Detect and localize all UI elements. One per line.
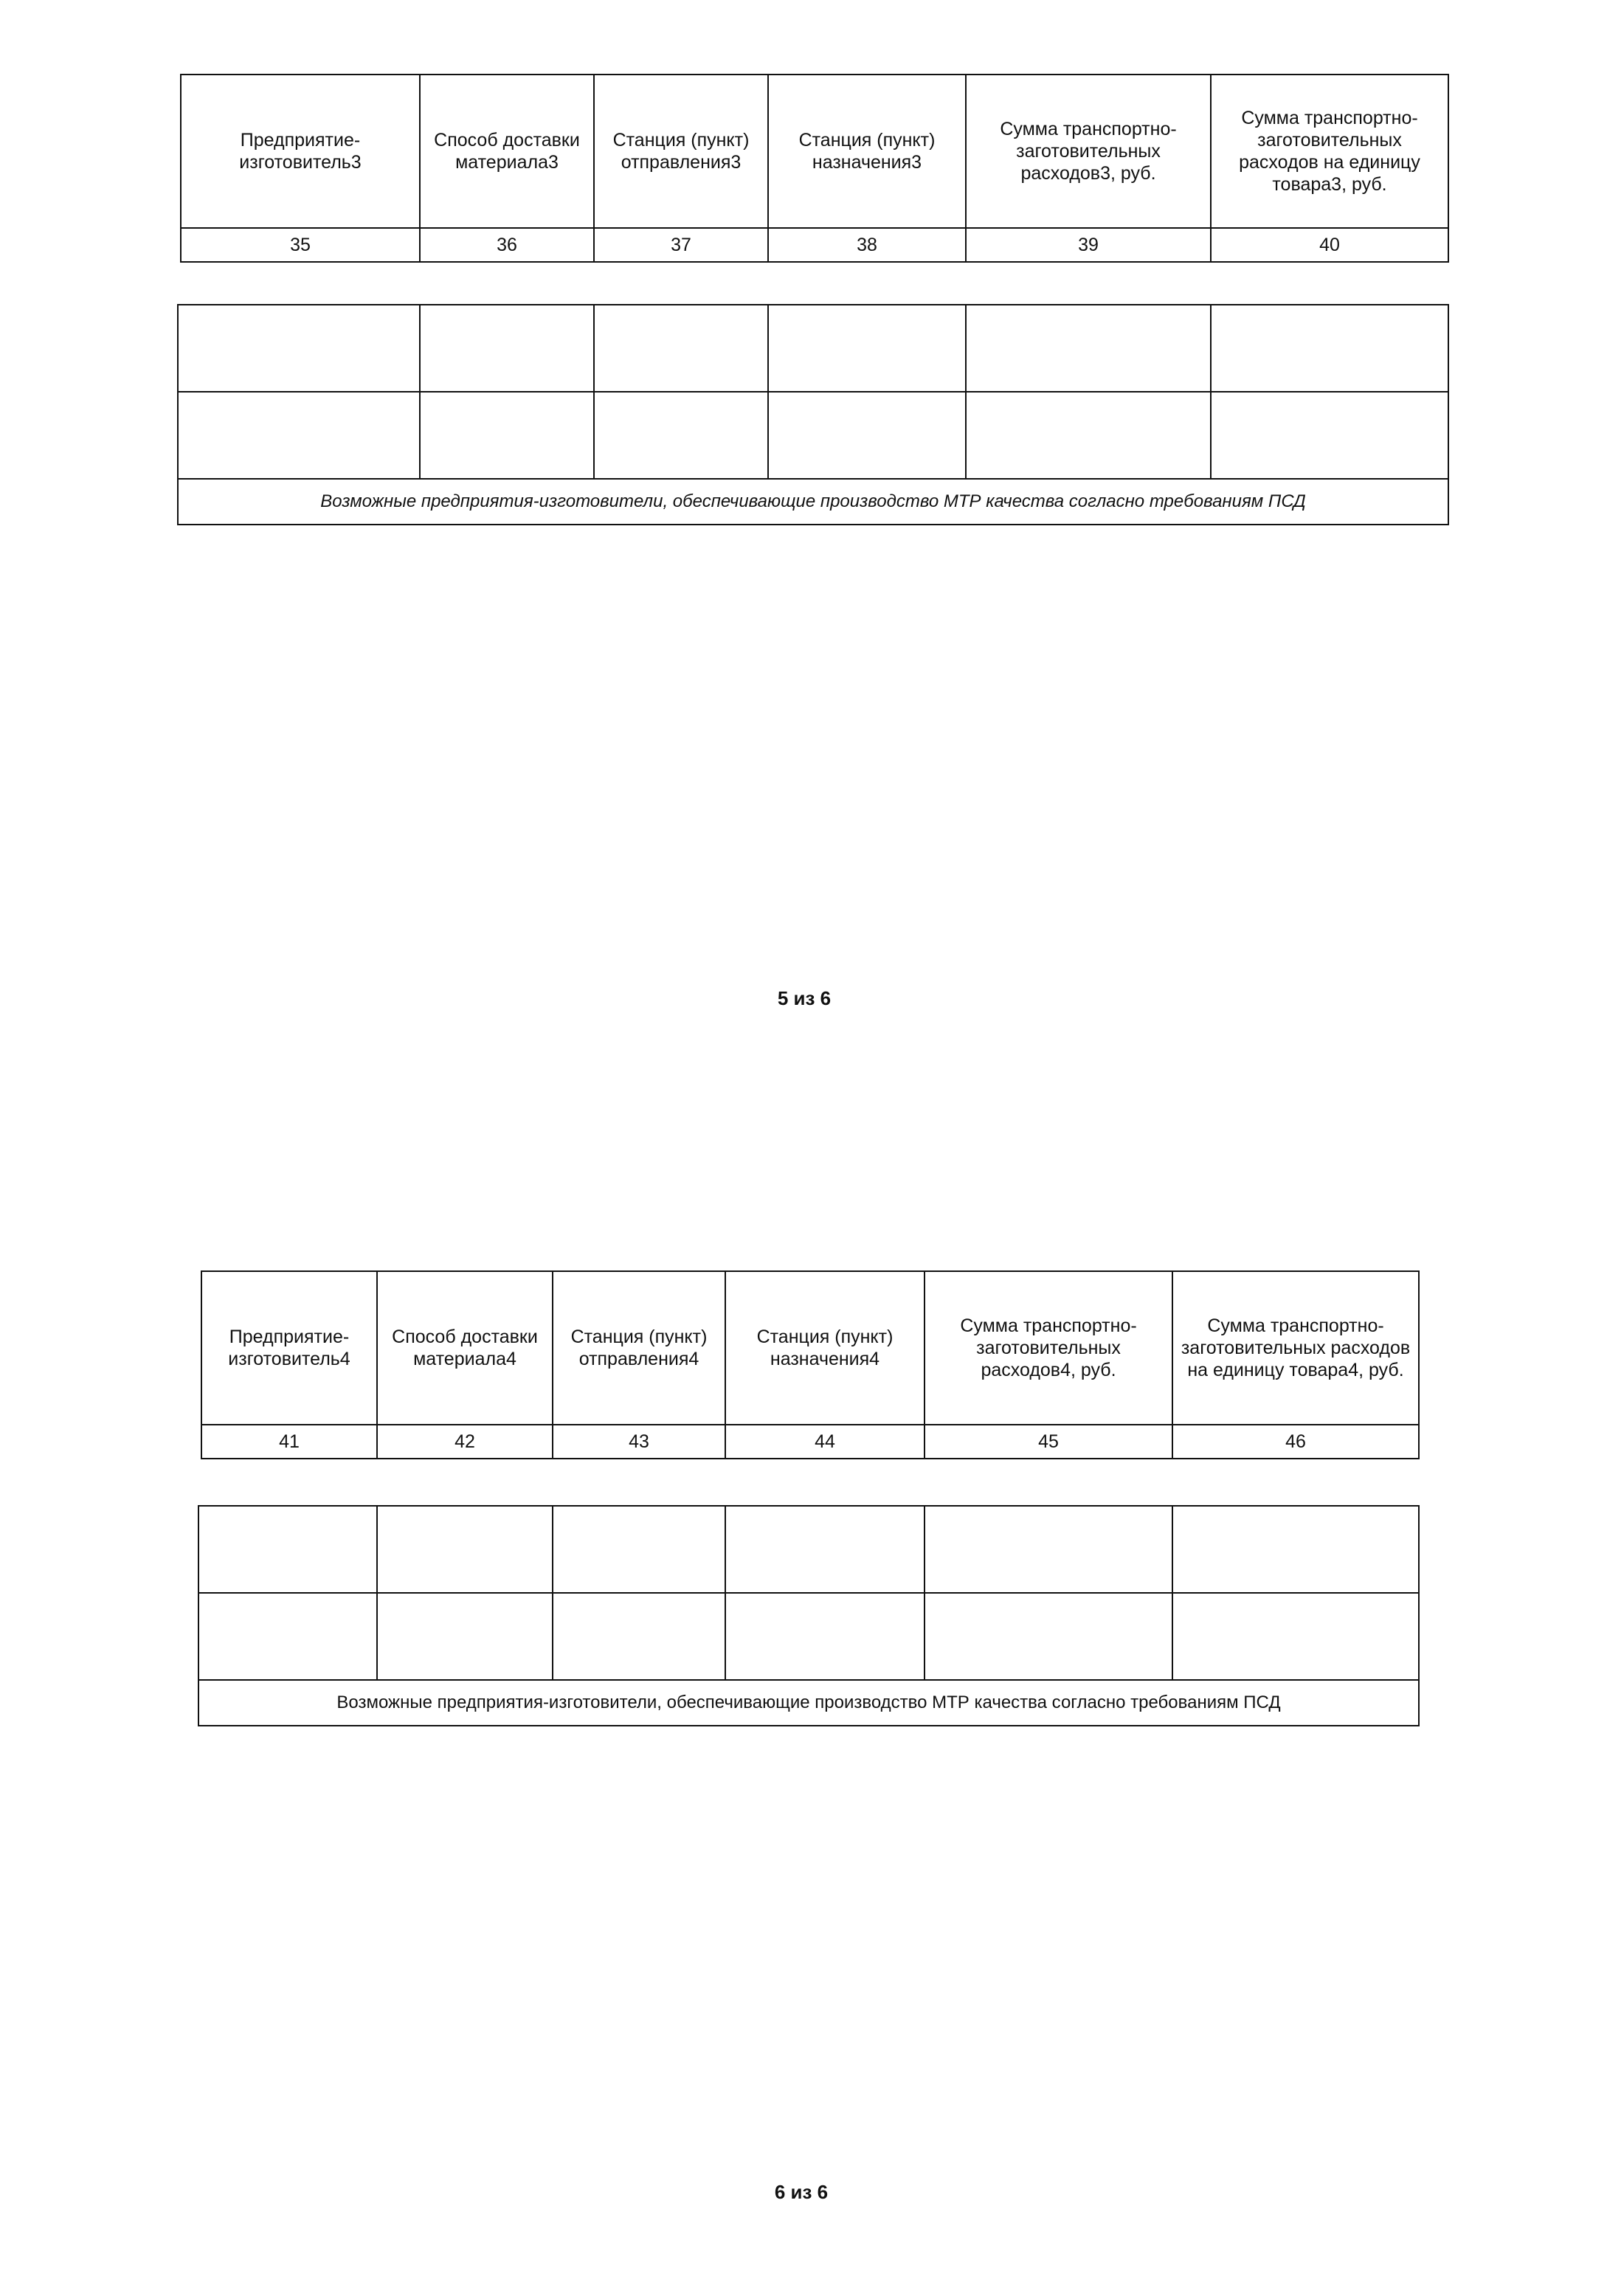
manufacturers-note: Возможные предприятия-изготовители, обеспечивающие производство МТР качества согласно требованиям ПСД	[178, 479, 1448, 525]
header-destination-station: Станция (пункт) назначения3	[768, 75, 966, 228]
empty-cell	[178, 392, 420, 479]
column-number: 36	[420, 228, 594, 262]
empty-cell	[420, 392, 594, 479]
header-departure-station: Станция (пункт) отправления3	[594, 75, 768, 228]
column-number: 38	[768, 228, 966, 262]
empty-cell	[594, 305, 768, 392]
header-delivery-method: Способ доставки материала3	[420, 75, 594, 228]
column-number: 45	[925, 1425, 1172, 1459]
header-departure-station: Станция (пункт) отправления4	[553, 1271, 725, 1425]
header-manufacturer: Предприятие-изготовитель3	[181, 75, 420, 228]
empty-cell	[553, 1593, 725, 1680]
column-number: 41	[201, 1425, 377, 1459]
empty-cell	[553, 1506, 725, 1593]
page-number: 5 из 6	[777, 987, 832, 1009]
empty-cell	[1172, 1506, 1419, 1593]
empty-cell	[198, 1593, 377, 1680]
header-delivery-method: Способ доставки материала4	[377, 1271, 553, 1425]
column-number: 40	[1211, 228, 1448, 262]
manufacturers-note: Возможные предприятия-изготовители, обеспечивающие производство МТР качества согласно требованиям ПСД	[198, 1680, 1419, 1726]
column-number: 35	[181, 228, 420, 262]
empty-cell	[377, 1593, 553, 1680]
column-number: 37	[594, 228, 768, 262]
header-transport-costs: Сумма транспортно-заготовительных расходов3, руб.	[966, 75, 1211, 228]
column-number: 44	[725, 1425, 925, 1459]
empty-cell	[725, 1593, 925, 1680]
header-unit-transport-costs: Сумма транспортно-заготовительных расходов на единицу товара3, руб.	[1211, 75, 1448, 228]
header-transport-costs: Сумма транспортно-заготовительных расходов4, руб.	[925, 1271, 1172, 1425]
empty-cell	[768, 305, 966, 392]
empty-cell	[198, 1506, 377, 1593]
header-manufacturer: Предприятие-изготовитель4	[201, 1271, 377, 1425]
empty-cell	[966, 392, 1211, 479]
empty-cell	[966, 305, 1211, 392]
header-destination-station: Станция (пункт) назначения4	[725, 1271, 925, 1425]
page2-data-table	[198, 1505, 1418, 1726]
empty-cell	[377, 1506, 553, 1593]
empty-cell	[925, 1593, 1172, 1680]
column-number: 42	[377, 1425, 553, 1459]
empty-cell	[725, 1506, 925, 1593]
page2-header-table	[201, 1270, 1418, 1459]
empty-cell	[420, 305, 594, 392]
column-number: 46	[1172, 1425, 1419, 1459]
column-number: 39	[966, 228, 1211, 262]
empty-cell	[1211, 305, 1448, 392]
empty-cell	[1172, 1593, 1419, 1680]
empty-cell	[1211, 392, 1448, 479]
column-number: 43	[553, 1425, 725, 1459]
header-unit-transport-costs: Сумма транспортно-заготовительных расходов на единицу товара4, руб.	[1172, 1271, 1419, 1425]
empty-cell	[925, 1506, 1172, 1593]
page-number: 6 из 6	[774, 2181, 829, 2203]
page1-header-table	[180, 74, 1448, 263]
page1-data-table	[177, 304, 1448, 525]
empty-cell	[178, 305, 420, 392]
empty-cell	[594, 392, 768, 479]
empty-cell	[768, 392, 966, 479]
